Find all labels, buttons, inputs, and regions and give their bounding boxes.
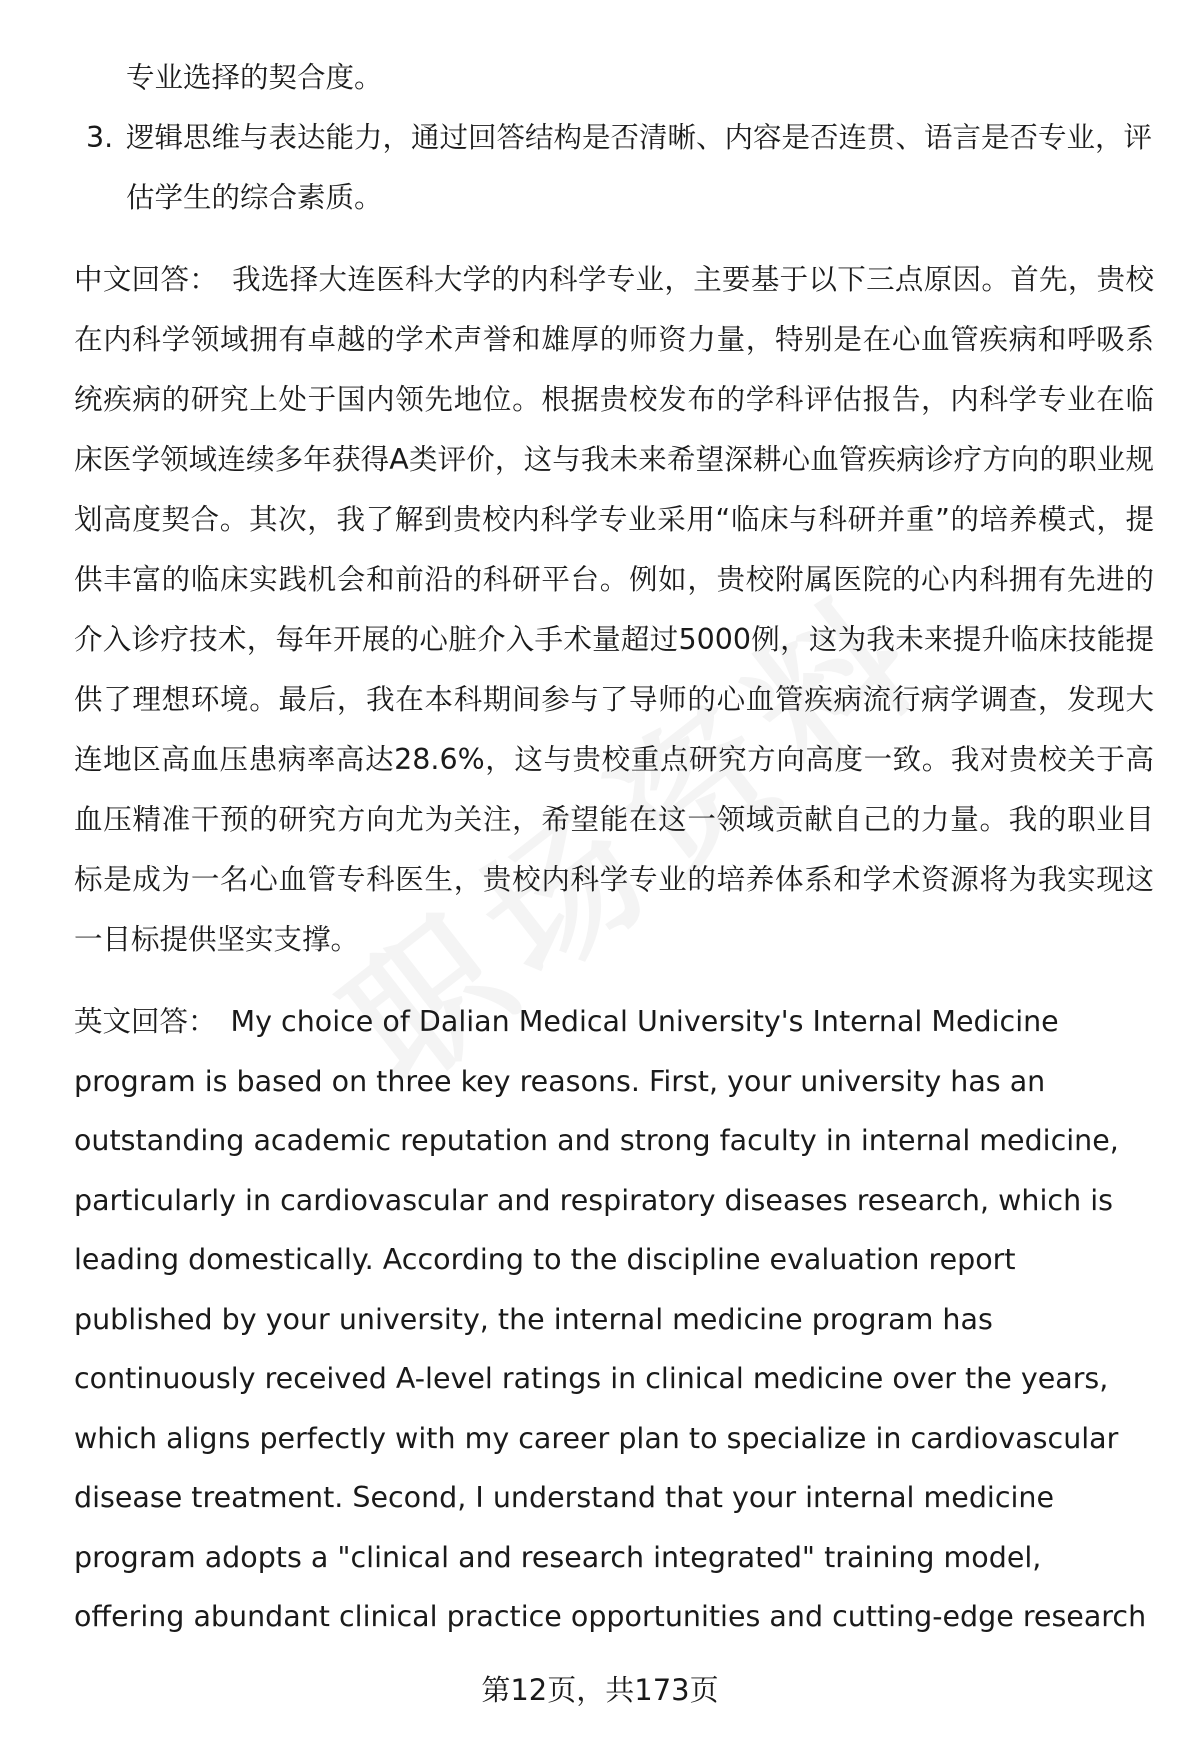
- chinese-answer-label: 中文回答：: [74, 263, 219, 296]
- page-number-footer: 第12页，共173页: [481, 1673, 719, 1707]
- list-item-number: 3.: [86, 121, 114, 154]
- english-answer-paragraph: [74, 992, 1154, 1647]
- chinese-answer-text: 我选择大连医科大学的内科学专业，主要基于以下三点原因。首先，贵校在内科学领域拥有卓越的学术声誉和雄厚的师资力量，特别是在心血管疾病和呼吸系统疾病的研究上处于国内领先地位。根据贵校发布的学科评估报告，内科学专业在临床医学领域连续多年获得A类评价，这与我未来希望深耕心血管疾病诊疗方向的职业规划高度契合。其次，我了解到贵校内科学专业采用“临床与科研并重”的培养模式，提供丰富的临床实践机会和前沿的科研平台。例如，贵校附属医院的心内科拥有先进的介入诊疗技术，每年开展的心脏介入手术量超过5000例，这为我未来提升临床技能提供了理想环境。最后，我在本科期间参与了导师的心血管疾病流行病学调查，发现大连地区高血压患病率高达28.6%，这与贵校重点研究方向高度一致。我对贵校关于高血压精准干预的研究方向尤为关注，希望能在这一领域贡献自己的力量。我的职业目标是成为一名心血管专科医生，贵校内科学专业的培养体系和学术资源将为我实现这一目标提供坚实支撑。: [74, 263, 1154, 956]
- english-answer-text: My choice of Dalian Medical University's Internal Medicine program is based on three key reasons. First, your university has an outstanding academic reputation and strong faculty in internal medicine, particularly in cardiovascular and respiratory diseases research, which is leading domestically. According to the discipline evaluation report published by your university, the internal medicine program has continuously received A-level ratings in clinical medicine over the years, which aligns perfectly with my career plan to specialize in cardiovascular disease treatment. Second, I understand that your internal medicine program adopts a "clinical and research integrated" training model, offering abundant clinical practice opportunities and cutting-edge research: [74, 1005, 1147, 1633]
- list-item-text: 逻辑思维与表达能力，通过回答结构是否清晰、内容是否连贯、语言是否专业，评估学生的综合素质。: [126, 121, 1153, 214]
- chinese-answer-paragraph: [74, 250, 1154, 970]
- list-item: [74, 108, 1154, 228]
- list-continuation: 专业选择的契合度。: [126, 61, 383, 94]
- english-answer-label: 英文回答：: [74, 1005, 217, 1038]
- page-content: [74, 48, 1154, 1647]
